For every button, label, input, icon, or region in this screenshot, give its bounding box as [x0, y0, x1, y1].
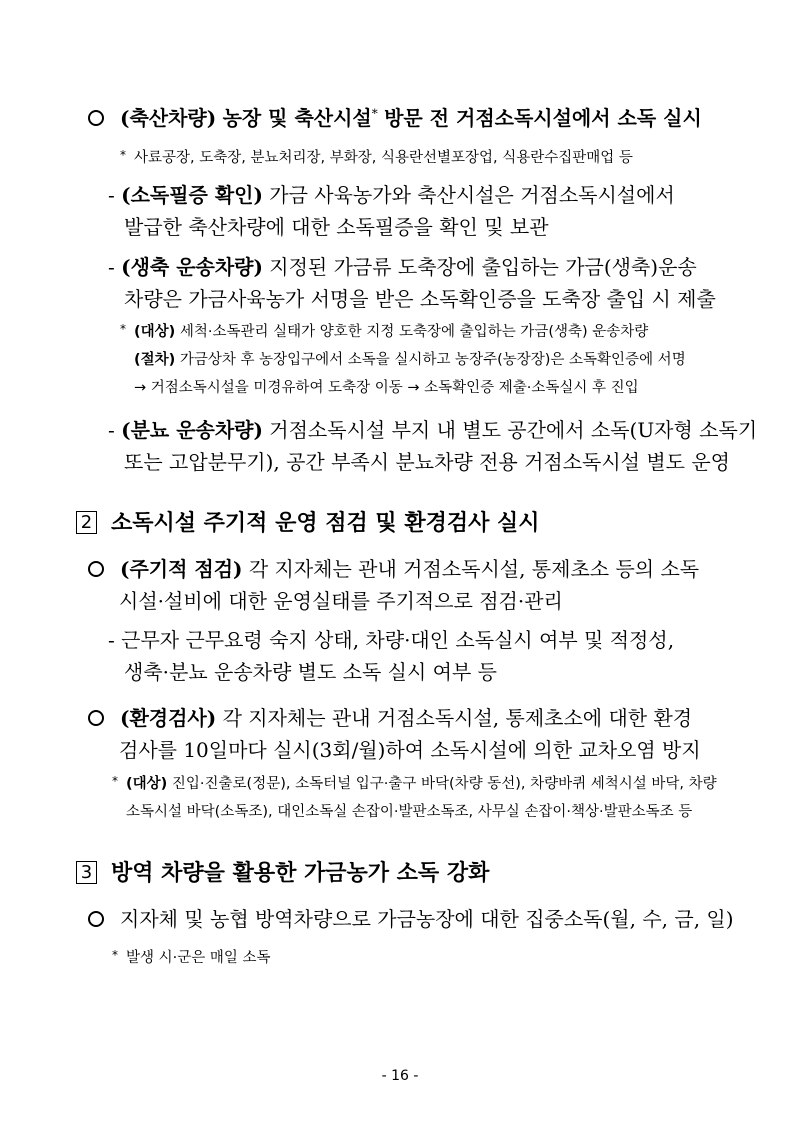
section-heading-2: 2 소독시설 주기적 운영 점검 및 환경검사 실시: [76, 510, 540, 536]
section-heading-3: 3 방역 차량을 활용한 가금농가 소독 강화: [76, 860, 489, 886]
dash-item-manure-transport: - (분뇨 운송차량) 거점소독시설 부지 내 별도 공간에서 소독(U자형 소독기: [108, 418, 758, 442]
dash-item-live-transport-cont: 차량은 가금사육농가 서명을 받은 소독확인증을 도축장 출입 시 제출: [124, 287, 716, 311]
circle-bullet-icon: [88, 710, 104, 726]
circle-item-livestock-vehicle: (축산차량) 농장 및 축산시설* 방문 전 거점소독시설에서 소독 실시: [88, 106, 702, 130]
circle-bullet-icon: [88, 110, 104, 126]
circle-item-periodic-check: (주기적 점검) 각 지자체는 관내 거점소독시설, 통제초소 등의 소독: [88, 557, 699, 581]
note-test-target-cont: 소독시설 바닥(소독조), 대인소독실 손잡이·발판소독조, 사무실 손잡이·책상·발판소독조 등: [126, 804, 693, 820]
circle-item-environment-test: (환경검사) 각 지자체는 관내 거점소독시설, 통제초소에 대한 환경: [88, 706, 692, 730]
note-test-target: * (대상) 진입·진출로(정문), 소독터널 입구·출구 바닥(차량 동선), 차량바퀴 세척시설 바닥, 차량: [112, 774, 717, 792]
circle-item-environment-test-cont: 검사를 10일마다 실시(3회/월)하여 소독시설에 의한 교차오염 방지: [119, 738, 701, 762]
circle-item-intensive-disinfection: 지자체 및 농협 방역차량으로 가금농장에 대한 집중소독(월, 수, 금, 일): [88, 907, 734, 931]
dash-item-worker-check: - 근무자 근무요령 숙지 상태, 차량·대인 소독실시 여부 및 적정성,: [108, 628, 675, 652]
note-daily-disinfection: * 발생 시·군은 매일 소독: [112, 948, 271, 966]
circle-bullet-icon: [88, 561, 104, 577]
note-procedure: (절차) 가금상차 후 농장입구에서 소독을 실시하고 농장주(농장장)은 소독확인증에 서명: [134, 352, 686, 368]
note-facilities: * 사료공장, 도축장, 분뇨처리장, 부화장, 식용란선별포장업, 식용란수집판매업 등: [120, 148, 633, 166]
dash-item-live-transport: - (생축 운송차량) 지정된 가금류 도축장에 출입하는 가금(생축)운송: [108, 255, 697, 279]
note-target: * (대상) 세척·소독관리 실태가 양호한 지정 도축장에 출입하는 가금(생축) 운송차량: [120, 322, 649, 340]
circle-bullet-icon: [88, 911, 104, 927]
dash-item-worker-check-cont: 생축·분뇨 운송차량 별도 소독 실시 여부 등: [124, 660, 497, 684]
dash-item-certificate: - (소독필증 확인) 가금 사육농가와 축산시설은 거점소독시설에서: [108, 183, 675, 207]
page-number: - 16 -: [381, 1068, 419, 1084]
dash-item-manure-transport-cont: 또는 고압분무기), 공간 부족시 분뇨차량 전용 거점소독시설 별도 운영: [124, 450, 730, 474]
circle-item-periodic-check-cont: 시설·설비에 대한 운영실태를 주기적으로 점검·관리: [119, 589, 563, 613]
dash-item-certificate-cont: 발급한 축산차량에 대한 소독필증을 확인 및 보관: [124, 215, 549, 239]
note-procedure-flow: → 거점소독시설을 미경유하여 도축장 이동 → 소독확인증 제출·소독실시 후 진입: [134, 380, 639, 396]
